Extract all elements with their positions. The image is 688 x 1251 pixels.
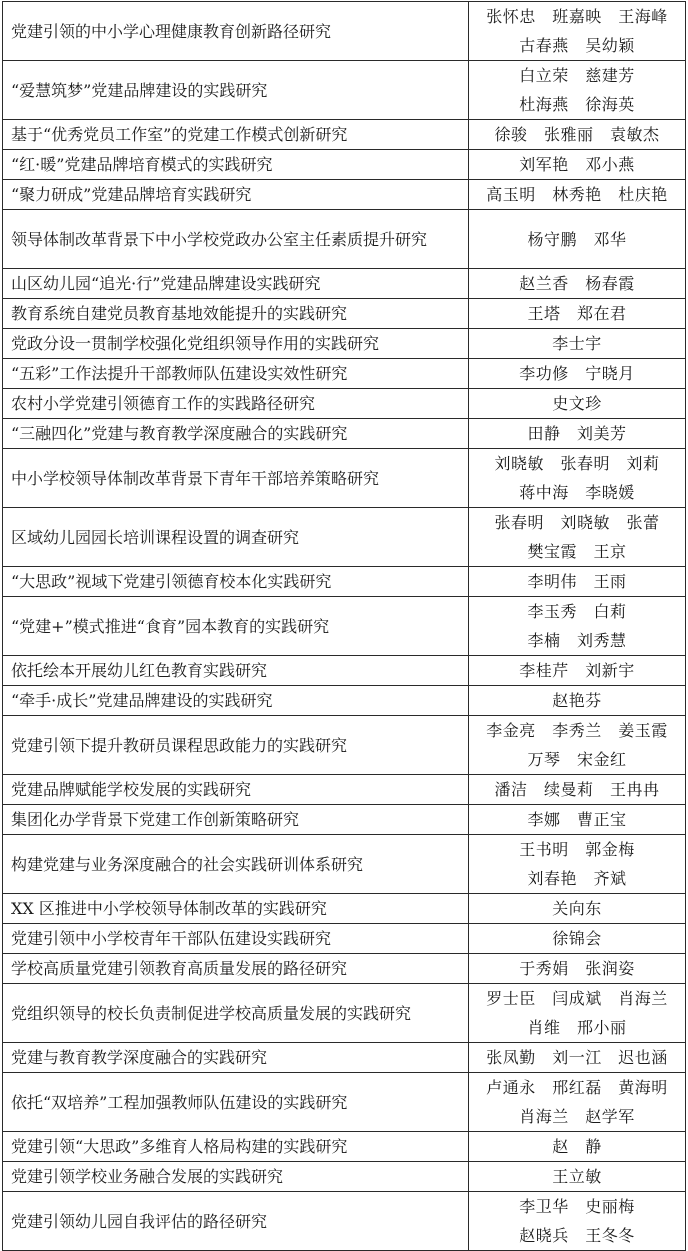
project-authors-cell [469,150,686,180]
project-authors-cell [469,389,686,419]
table-row [3,508,686,567]
table-row [3,567,686,597]
author-line: 王塔 郑在君 [527,304,627,323]
author-line: 杨守鹏 邓华 [527,229,627,249]
project-authors-cell [469,419,686,449]
author-line: 张怀忠 班嘉映 王海峰 [486,7,668,26]
project-title-cell: XX 区推进中小学校领导体制改革的实践研究 [3,894,469,924]
author-line: 古春燕 吴幼颖 [519,36,635,55]
project-title-cell: 教育系统自建党员教育基地效能提升的实践研究 [3,299,469,329]
project-authors-cell [469,924,686,954]
project-authors-cell [469,656,686,686]
table-row [3,1192,686,1251]
project-title-cell: 党建引领的中小学心理健康教育创新路径研究 [3,2,469,61]
project-authors-cell [469,894,686,924]
project-authors-cell [469,1192,686,1251]
project-authors-cell [469,180,686,210]
project-authors-cell [469,2,686,61]
author-line: 徐锦会 [552,929,602,948]
project-title-cell: “党建+”模式推进“食育”园本教育的实践研究 [3,597,469,656]
project-authors-cell [469,299,686,329]
author-line: 王立敏 [552,1167,602,1186]
project-title-cell: 农村小学党建引领德育工作的实践路径研究 [3,389,469,419]
table-row [3,835,686,894]
project-authors-cell [469,686,686,716]
project-title-cell: “聚力研成”党建品牌培育实践研究 [3,180,469,210]
project-title-cell: “牵手·成长”党建品牌建设的实践研究 [3,686,469,716]
table-row [3,449,686,508]
table-row [3,1162,686,1192]
author-line: 卢通永 邢红磊 黄海明 [486,1078,668,1097]
table-row [3,120,686,150]
author-line: 赵 静 [552,1137,602,1156]
author-line: 赵晓兵 王冬冬 [519,1226,635,1245]
research-project-table [2,1,686,1251]
project-title-cell: 学校高质量党建引领教育高质量发展的路径研究 [3,954,469,984]
table-row [3,419,686,449]
project-title-cell: 构建党建与业务深度融合的社会实践研训体系研究 [3,835,469,894]
project-authors-cell [469,61,686,120]
author-line: 樊宝霞 王京 [527,542,627,561]
table-row [3,269,686,299]
author-line: 潘洁 续曼莉 王冉冉 [494,780,660,799]
project-title-cell: 山区幼儿园“追光·行”党建品牌建设实践研究 [3,269,469,299]
project-title-cell: “红·暖”党建品牌培育模式的实践研究 [3,150,469,180]
project-authors-cell [469,1073,686,1132]
table-row [3,656,686,686]
project-title-cell: 党建引领幼儿园自我评估的路径研究 [3,1192,469,1251]
project-title-cell: 领导体制改革背景下中小学校党政办公室主任素质提升研究 [3,210,469,269]
project-title-cell: 党建引领“大思政”多维育人格局构建的实践研究 [3,1132,469,1162]
project-title-cell: 中小学校领导体制改革背景下青年干部培养策略研究 [3,449,469,508]
table-row [3,180,686,210]
table-row [3,805,686,835]
author-line: 肖维 邢小丽 [527,1018,627,1037]
author-line: 刘春艳 齐斌 [527,869,627,888]
table-row [3,686,686,716]
project-authors-cell [469,775,686,805]
table-row [3,716,686,775]
author-line: 赵兰香 杨春霞 [519,274,635,293]
project-authors-cell [469,449,686,508]
project-authors-cell [469,210,686,269]
project-authors-cell [469,508,686,567]
project-title-cell: 依托“双培养”工程加强教师队伍建设的实践研究 [3,1073,469,1132]
project-title-cell: 党建引领学校业务融合发展的实践研究 [3,1162,469,1192]
author-line: 李玉秀 白莉 [527,602,627,621]
author-line: 李功修 宁晓月 [519,364,635,383]
project-authors-cell [469,1162,686,1192]
table-row [3,954,686,984]
project-authors-cell [469,1132,686,1162]
project-title-cell: 党建品牌赋能学校发展的实践研究 [3,775,469,805]
project-authors-cell [469,835,686,894]
author-line: 李楠 刘秀慧 [527,631,627,650]
author-line: 肖海兰 赵学军 [519,1107,635,1126]
project-authors-cell [469,984,686,1043]
table-row [3,775,686,805]
author-line: 李娜 曹正宝 [527,810,627,829]
project-authors-cell [469,269,686,299]
project-title-cell: 基于“优秀党员工作室”的党建工作模式创新研究 [3,120,469,150]
project-authors-cell [469,716,686,775]
author-line: 高玉明 林秀艳 杜庆艳 [486,185,668,204]
table-row [3,150,686,180]
table-row [3,984,686,1043]
author-line: 关向东 [552,899,602,918]
table-row [3,61,686,120]
project-authors-cell [469,1043,686,1073]
author-line: 张凤勤 刘一江 迟也涵 [486,1048,668,1067]
table-row [3,924,686,954]
table-row [3,894,686,924]
project-title-cell: “三融四化”党建与教育教学深度融合的实践研究 [3,419,469,449]
table-row [3,329,686,359]
author-line: 刘军艳 邓小燕 [519,155,635,174]
table-row [3,299,686,329]
project-title-cell: 党建引领下提升教研员课程思政能力的实践研究 [3,716,469,775]
author-line: 万琴 宋金红 [527,750,627,769]
project-title-cell: 党建与教育教学深度融合的实践研究 [3,1043,469,1073]
author-line: 王书明 郭金梅 [519,840,635,859]
project-authors-cell [469,120,686,150]
author-line: 徐骏 张雅丽 袁敏杰 [494,125,660,144]
table-row [3,359,686,389]
project-authors-cell [469,597,686,656]
project-title-cell: 依托绘本开展幼儿红色教育实践研究 [3,656,469,686]
author-line: 张春明 刘晓敏 张蕾 [494,513,660,532]
project-title-cell: “爱慧筑梦”党建品牌建设的实践研究 [3,61,469,120]
project-title-cell: 党组织领导的校长负责制促进学校高质量发展的实践研究 [3,984,469,1043]
project-title-cell: 区域幼儿园园长培训课程设置的调查研究 [3,508,469,567]
table-row [3,597,686,656]
project-authors-cell [469,954,686,984]
author-line: 白立荣 慈建芳 [519,66,635,85]
project-title-cell: “大思政”视域下党建引领德育校本化实践研究 [3,567,469,597]
table-row [3,210,686,269]
author-line: 杜海燕 徐海英 [519,95,635,114]
author-line: 田静 刘美芳 [527,424,627,443]
project-title-cell: “五彩”工作法提升干部教师队伍建设实效性研究 [3,359,469,389]
author-line: 蒋中海 李晓媛 [519,483,635,502]
project-authors-cell [469,359,686,389]
project-title-cell: 集团化办学背景下党建工作创新策略研究 [3,805,469,835]
author-line: 于秀娟 张润姿 [519,959,635,978]
author-line: 李卫华 史丽梅 [519,1197,635,1216]
table-row [3,389,686,419]
project-title-cell: 党政分设一贯制学校强化党组织领导作用的实践研究 [3,329,469,359]
project-authors-cell [469,567,686,597]
project-authors-cell [469,329,686,359]
table-body [3,2,686,1251]
author-line: 罗士臣 闫成斌 肖海兰 [486,989,668,1008]
author-line: 赵艳芬 [552,691,602,710]
author-line: 李桂芹 刘新宇 [519,661,635,680]
author-line: 刘晓敏 张春明 刘莉 [494,454,660,473]
author-line: 史文珍 [552,394,602,413]
author-line: 李明伟 王雨 [527,572,627,591]
project-authors-cell [469,805,686,835]
author-line: 李金亮 李秀兰 姜玉霞 [486,721,668,740]
table-row [3,1073,686,1132]
table-row [3,2,686,61]
author-line: 李士宇 [552,334,602,353]
table-row [3,1043,686,1073]
table-row [3,1132,686,1162]
project-title-cell: 党建引领中小学校青年干部队伍建设实践研究 [3,924,469,954]
